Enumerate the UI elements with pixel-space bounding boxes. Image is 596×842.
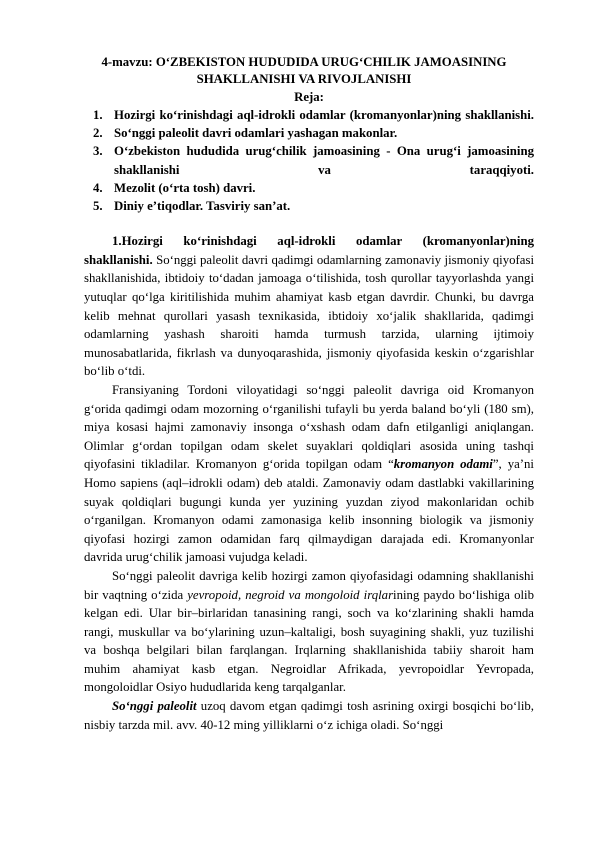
plan-item-number: 5. [93, 199, 103, 214]
plan-item-text: Hozirgi ko‘rinishdagi aql-idrokli odamlar (kromanyonlar)ning shakllanishi. [114, 108, 534, 122]
title-line-1: 4-mavzu: O‘ZBEKISTON HUDUDIDA URUG‘CHILIK JAMOASINING [101, 55, 507, 69]
section-heading: 1.Hozirgi ko‘rinishdagi aql-idrokli odamlar (kromanyonlar)ning shakllanishi. [84, 234, 534, 267]
plan-item-text: O‘zbekiston hududida urug‘chilik jamoasining - Ona urug‘i jamoasining shakllanishi va taraqqiyoti. [114, 144, 534, 177]
plan-item [93, 124, 534, 142]
plan-item-number: 2. [93, 126, 103, 141]
plan-item-text: Diniy e’tiqodlar. Tasviriy san’at. [114, 199, 291, 214]
plan-item-number: 3. [93, 144, 103, 159]
plan-item-text: Mezolit (o‘rta tosh) davri. [114, 180, 256, 195]
paragraph-4 [84, 697, 534, 734]
paragraph-3 [84, 567, 534, 697]
paragraph-text: So‘nggi paleolit davriga kelib hozirgi zamon qiyofasidagi odamning shakllanishi bir vaqtning o‘zida [84, 568, 534, 602]
spacer [84, 215, 534, 232]
plan-heading: Reja: [294, 90, 324, 104]
plan-item-number: 4. [93, 180, 103, 195]
paragraph-1 [84, 232, 534, 381]
plan-item [93, 142, 534, 178]
paragraph-text: So‘nggi paleolit davri qadimgi odamlarning zamonaviy jismoniy qiyofasi shakllanishida, ibtidoiy to‘dadan jamoaga o‘tilishida, tosh qurollar tayyorlashda yangi yutuqlar qo‘lga kiritilishida muhim ahamiyat kasb etgan davrdir. Chunki, bu davrga kelib mehnat qurollari yasash texnikasida, ibtidoiy xo‘jalik shakllarida, qadimgi odamlarning yashash sharoiti hamda turmush tarzida, ularning ijtimoiy munosabatlarida, fikrlash va dunyoqarashida, jismoniy qiyofasida keskin o‘zgarishlar bo‘lib o‘tdi. [84, 252, 534, 379]
emphasis-term: yevropoid, negroid va mongoloid irqlar [187, 587, 394, 602]
plan-item [93, 197, 534, 215]
paragraph-text: ining paydo bo‘lishiga olib kelgan edi. Ular bir–birlaridan tanasining rangi, soch va ko‘zlarining shakli hamda rangi, muskullar va bo‘ylarining uzun–kaltaligi, bosh suyagining shakli, yuz tuzilishi va boshqa belgilari bilan farqlangan. Irqlarning shakllanishida tabiiy sharoit ham muhim ahamiyat kasb etgan. Negroidlar Afrikada, yevropoidlar Yevropada, mongoloidlar Osiyo hududlarida keng tarqalganlar. [84, 587, 534, 695]
plan-item-number: 1. [93, 108, 103, 122]
title-line-2: SHAKLLANISHI VA RIVOJLANISHI [196, 72, 412, 86]
plan-item-text: So‘nggi paleolit davri odamlari yashagan makonlar. [114, 126, 398, 141]
paragraph-2 [84, 381, 534, 567]
paragraph-text: Fransiyaning Tordoni viloyatidagi so‘nggi paleolit davriga oid Kromanyon g‘orida qadimgi odam mozorning o‘rganilishi tufayli bu yerda baland bo‘yli (180 sm), miya kosasi hajmi zamonaviy insonga o‘xshash odam dafn etilganligi aniqlangan. Olimlar g‘ordan topilgan odam skelet suyaklari qoldiqlari asosida uning tashqi qiyofasini tikladilar. Kromanyon g‘orida topilgan odam “ [84, 382, 534, 472]
plan-list [84, 106, 534, 215]
document-title [74, 54, 534, 88]
paragraph-text: uzoq davom etgan qadimgi tosh asrining oxirgi bosqichi bo‘lib, nisbiy tarzda mil. avv. 40-12 ming yilliklarni o‘z ichiga oladi. So‘nggi [84, 699, 534, 732]
plan-item [93, 179, 534, 197]
plan-item [93, 106, 534, 124]
emphasis-term: So‘nggi paleolit [112, 699, 197, 714]
emphasis-term: kromanyon odami [393, 457, 493, 472]
paragraph-text: ”, ya’ni Homo sapiens (aql–idrokli odam) deb ataldi. Zamonaviy odam dastlabki vakillarining suyak qoldiqlari bugungi kunda yer yuzining yuzdan ziyod makonlaridan ochib o‘rganilgan. Kromanyon odami zamonasiga kelib insonning biologik va jismoniy qiyofasi hozirgi zamon odamidan farq qilmaydigan darajada edi. Kromanyonlar davrida urug‘chilik jamoasi vujudga keladi. [84, 457, 534, 565]
